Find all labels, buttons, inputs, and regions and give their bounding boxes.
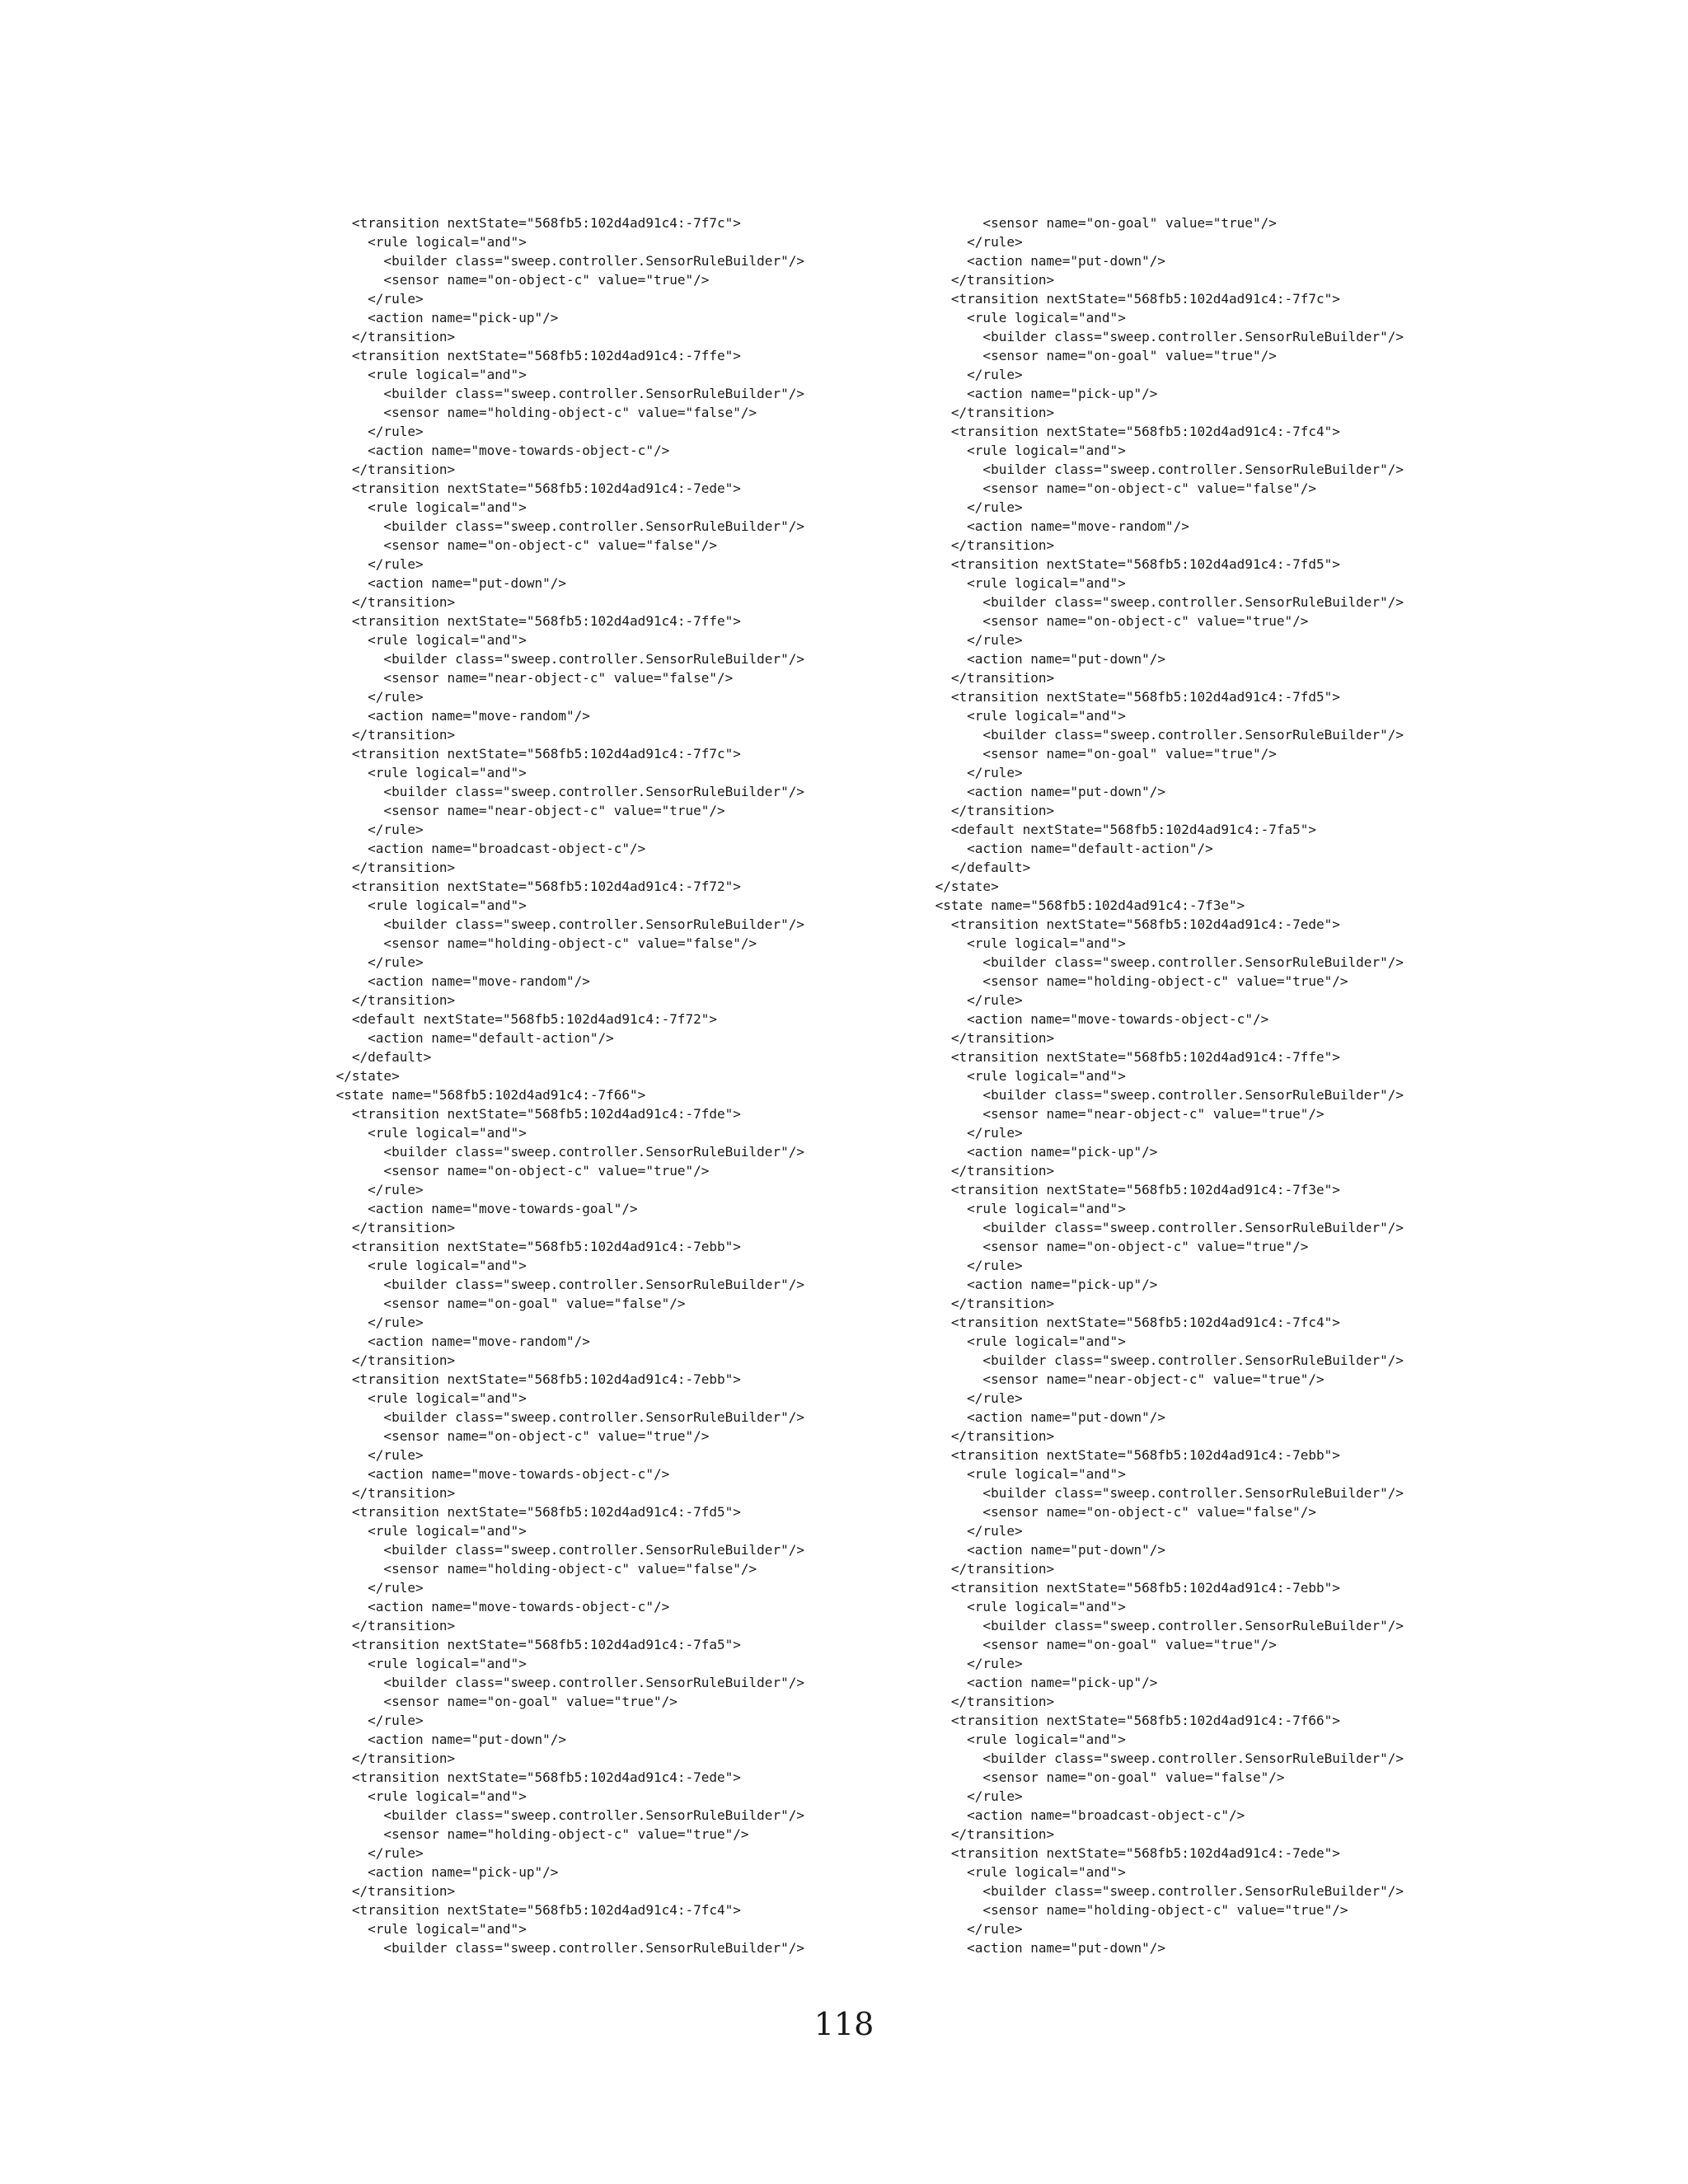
- code-line: <transition nextState="568fb5:102d4ad91c4:-7ffe">: [927, 1049, 1340, 1065]
- code-line: </state>: [927, 879, 999, 894]
- code-line: <action name="pick-up"/>: [927, 386, 1158, 401]
- code-line: <transition nextState="568fb5:102d4ad91c4:-7ffe">: [328, 613, 741, 629]
- code-line: <rule logical="and">: [328, 632, 527, 648]
- code-line: <action name="default-action"/>: [927, 841, 1213, 856]
- code-line: <action name="put-down"/>: [927, 651, 1165, 667]
- code-line: </rule>: [927, 234, 1023, 250]
- code-line: <action name="move-random"/>: [328, 973, 590, 989]
- code-line: <rule logical="and">: [328, 898, 527, 913]
- code-line: <rule logical="and">: [328, 1390, 527, 1406]
- code-line: <builder class="sweep.controller.SensorRuleBuilder"/>: [927, 1618, 1404, 1633]
- code-listing-right-column: [927, 213, 1404, 1957]
- code-line: </transition>: [927, 1296, 1055, 1311]
- code-line: <builder class="sweep.controller.SensorRuleBuilder"/>: [328, 916, 804, 932]
- code-line: <builder class="sweep.controller.SensorRuleBuilder"/>: [927, 594, 1404, 610]
- code-line: <transition nextState="568fb5:102d4ad91c4:-7fd5">: [927, 556, 1340, 572]
- code-line: <sensor name="on-goal" value="false"/>: [927, 1769, 1285, 1785]
- code-line: <transition nextState="568fb5:102d4ad91c4:-7f7c">: [927, 291, 1340, 307]
- code-line: <builder class="sweep.controller.SensorRuleBuilder"/>: [328, 1542, 804, 1558]
- code-line: <transition nextState="568fb5:102d4ad91c4:-7ede">: [927, 916, 1340, 932]
- code-line: </rule>: [328, 1845, 424, 1861]
- code-line: </rule>: [328, 1580, 424, 1596]
- code-line: <action name="put-down"/>: [927, 1940, 1165, 1956]
- code-line: </rule>: [328, 689, 424, 705]
- code-line: <default nextState="568fb5:102d4ad91c4:-7fa5">: [927, 822, 1317, 837]
- code-line: <builder class="sweep.controller.SensorRuleBuilder"/>: [927, 462, 1404, 477]
- code-line: <sensor name="near-object-c" value="true"/>: [927, 1371, 1325, 1387]
- code-line: </transition>: [328, 1883, 456, 1899]
- code-line: <rule logical="and">: [927, 1068, 1126, 1084]
- code-line: <sensor name="on-goal" value="true"/>: [927, 1637, 1277, 1652]
- code-line: <sensor name="on-object-c" value="true"/>: [328, 272, 710, 288]
- code-line: <builder class="sweep.controller.SensorRuleBuilder"/>: [927, 954, 1404, 970]
- code-line: </rule>: [328, 954, 424, 970]
- code-line: <state name="568fb5:102d4ad91c4:-7f3e">: [927, 898, 1245, 913]
- code-line: </rule>: [328, 1713, 424, 1728]
- code-line: <sensor name="on-goal" value="false"/>: [328, 1296, 686, 1311]
- code-line: <sensor name="holding-object-c" value="true"/>: [927, 973, 1348, 989]
- code-line: </transition>: [328, 594, 456, 610]
- code-line: <state name="568fb5:102d4ad91c4:-7f66">: [328, 1087, 646, 1103]
- code-line: <transition nextState="568fb5:102d4ad91c4:-7fc4">: [927, 424, 1340, 439]
- code-line: <action name="pick-up"/>: [927, 1675, 1158, 1690]
- code-line: <sensor name="on-goal" value="true"/>: [328, 1694, 678, 1709]
- code-line: <transition nextState="568fb5:102d4ad91c4:-7fc4">: [927, 1315, 1340, 1330]
- code-line: <builder class="sweep.controller.SensorRuleBuilder"/>: [328, 1807, 804, 1823]
- code-line: <builder class="sweep.controller.SensorRuleBuilder"/>: [328, 651, 804, 667]
- code-line: <builder class="sweep.controller.SensorRuleBuilder"/>: [927, 329, 1404, 344]
- code-line: <rule logical="and">: [328, 1656, 527, 1671]
- code-line: <rule logical="and">: [328, 367, 527, 382]
- code-line: <transition nextState="568fb5:102d4ad91c4:-7f7c">: [328, 215, 741, 231]
- code-line: <transition nextState="568fb5:102d4ad91c4:-7ebb">: [927, 1447, 1340, 1463]
- code-line: <rule logical="and">: [927, 575, 1126, 591]
- code-line: </rule>: [927, 367, 1023, 382]
- code-line: <builder class="sweep.controller.SensorRuleBuilder"/>: [927, 1220, 1404, 1235]
- code-line: </transition>: [927, 1428, 1055, 1444]
- code-line: <rule logical="and">: [328, 1125, 527, 1141]
- code-line: </transition>: [927, 803, 1055, 818]
- code-line: <transition nextState="568fb5:102d4ad91c4:-7ebb">: [328, 1371, 741, 1387]
- code-line: </transition>: [328, 1220, 456, 1235]
- code-line: <transition nextState="568fb5:102d4ad91c4:-7f72">: [328, 879, 741, 894]
- code-line: </transition>: [927, 1826, 1055, 1842]
- code-line: </rule>: [927, 1523, 1023, 1539]
- code-line: <builder class="sweep.controller.SensorRuleBuilder"/>: [328, 253, 804, 269]
- code-line: <action name="put-down"/>: [927, 784, 1165, 799]
- code-line: <builder class="sweep.controller.SensorRuleBuilder"/>: [927, 1750, 1404, 1766]
- code-line: </transition>: [927, 1561, 1055, 1577]
- code-line: </rule>: [927, 1258, 1023, 1273]
- code-line: <transition nextState="568fb5:102d4ad91c4:-7f66">: [927, 1713, 1340, 1728]
- code-line: <action name="pick-up"/>: [927, 1277, 1158, 1292]
- code-line: <rule logical="and">: [328, 1258, 527, 1273]
- code-line: <action name="pick-up"/>: [328, 1864, 559, 1880]
- code-listing-left-column: [328, 213, 804, 1957]
- code-line: </transition>: [328, 992, 456, 1008]
- code-line: <rule logical="and">: [927, 1466, 1126, 1482]
- code-line: <action name="move-random"/>: [328, 1333, 590, 1349]
- code-line: </rule>: [328, 1315, 424, 1330]
- code-line: <transition nextState="568fb5:102d4ad91c4:-7ede">: [927, 1845, 1340, 1861]
- code-line: </rule>: [927, 1656, 1023, 1671]
- code-line: </rule>: [328, 822, 424, 837]
- code-line: <sensor name="on-goal" value="true"/>: [927, 746, 1277, 762]
- code-line: </transition>: [328, 462, 456, 477]
- code-line: <action name="move-towards-object-c"/>: [328, 443, 670, 458]
- code-line: </rule>: [927, 765, 1023, 780]
- code-line: <transition nextState="568fb5:102d4ad91c4:-7ede">: [328, 1769, 741, 1785]
- code-line: <sensor name="on-object-c" value="false"/>: [328, 537, 718, 553]
- code-line: <sensor name="holding-object-c" value="false"/>: [328, 405, 757, 420]
- code-line: <sensor name="on-object-c" value="false"/>: [927, 1504, 1317, 1520]
- code-line: </transition>: [328, 860, 456, 875]
- code-line: <transition nextState="568fb5:102d4ad91c4:-7fd5">: [328, 1504, 741, 1520]
- code-line: <sensor name="on-object-c" value="true"/>: [927, 613, 1309, 629]
- code-line: <rule logical="and">: [328, 1921, 527, 1937]
- code-line: <action name="broadcast-object-c"/>: [927, 1807, 1245, 1823]
- code-line: <rule logical="and">: [328, 499, 527, 515]
- code-line: <action name="put-down"/>: [927, 1409, 1165, 1425]
- code-line: <transition nextState="568fb5:102d4ad91c4:-7ede">: [328, 480, 741, 496]
- code-line: </rule>: [927, 992, 1023, 1008]
- code-line: </rule>: [927, 1390, 1023, 1406]
- code-line: <builder class="sweep.controller.SensorRuleBuilder"/>: [927, 1485, 1404, 1501]
- code-line: <transition nextState="568fb5:102d4ad91c4:-7fd5">: [927, 689, 1340, 705]
- code-line: </transition>: [328, 727, 456, 743]
- code-line: <rule logical="and">: [927, 1732, 1126, 1747]
- code-line: <action name="put-down"/>: [328, 575, 566, 591]
- code-line: <rule logical="and">: [927, 1864, 1126, 1880]
- code-line: </rule>: [328, 1182, 424, 1197]
- code-line: <builder class="sweep.controller.SensorRuleBuilder"/>: [328, 518, 804, 534]
- code-line: <transition nextState="568fb5:102d4ad91c4:-7ebb">: [927, 1580, 1340, 1596]
- code-line: <action name="move-towards-object-c"/>: [328, 1466, 670, 1482]
- code-line: <transition nextState="568fb5:102d4ad91c4:-7fde">: [328, 1106, 741, 1122]
- code-line: <transition nextState="568fb5:102d4ad91c4:-7ebb">: [328, 1239, 741, 1254]
- code-line: </default>: [927, 860, 1031, 875]
- code-line: </rule>: [328, 1447, 424, 1463]
- code-line: <action name="default-action"/>: [328, 1030, 614, 1046]
- code-line: <builder class="sweep.controller.SensorRuleBuilder"/>: [328, 1144, 804, 1160]
- code-line: </rule>: [927, 632, 1023, 648]
- code-line: <sensor name="near-object-c" value="false"/>: [328, 670, 734, 686]
- code-line: <sensor name="holding-object-c" value="false"/>: [328, 935, 757, 951]
- code-line: <builder class="sweep.controller.SensorRuleBuilder"/>: [927, 727, 1404, 743]
- code-line: </transition>: [328, 1750, 456, 1766]
- code-line: <action name="move-towards-goal"/>: [328, 1201, 638, 1216]
- code-line: <action name="move-random"/>: [927, 518, 1189, 534]
- code-line: </transition>: [927, 670, 1055, 686]
- code-line: </transition>: [927, 405, 1055, 420]
- code-line: </transition>: [927, 272, 1055, 288]
- code-line: <sensor name="on-object-c" value="true"/>: [927, 1239, 1309, 1254]
- code-line: <action name="pick-up"/>: [927, 1144, 1158, 1160]
- code-line: </transition>: [927, 537, 1055, 553]
- code-line: <default nextState="568fb5:102d4ad91c4:-7f72">: [328, 1011, 718, 1027]
- code-line: <rule logical="and">: [328, 1523, 527, 1539]
- page-number: 118: [814, 2006, 874, 2042]
- code-line: <sensor name="holding-object-c" value="true"/>: [328, 1826, 749, 1842]
- code-line: <builder class="sweep.controller.SensorRuleBuilder"/>: [328, 386, 804, 401]
- code-line: <action name="move-random"/>: [328, 708, 590, 724]
- code-line: <action name="move-towards-object-c"/>: [927, 1011, 1269, 1027]
- code-line: <sensor name="on-object-c" value="false"/>: [927, 480, 1317, 496]
- code-line: </rule>: [328, 291, 424, 307]
- code-line: </transition>: [927, 1694, 1055, 1709]
- code-line: <builder class="sweep.controller.SensorRuleBuilder"/>: [328, 1675, 804, 1690]
- code-line: </transition>: [328, 329, 456, 344]
- code-line: <sensor name="near-object-c" value="true"/>: [927, 1106, 1325, 1122]
- code-line: <rule logical="and">: [927, 310, 1126, 326]
- code-line: <action name="put-down"/>: [328, 1732, 566, 1747]
- code-line: <rule logical="and">: [927, 935, 1126, 951]
- code-line: <sensor name="on-object-c" value="true"/>: [328, 1163, 710, 1179]
- code-line: <sensor name="near-object-c" value="true"/>: [328, 803, 725, 818]
- code-line: <transition nextState="568fb5:102d4ad91c4:-7fc4">: [328, 1902, 741, 1918]
- code-line: <action name="broadcast-object-c"/>: [328, 841, 646, 856]
- code-line: </rule>: [927, 1921, 1023, 1937]
- code-line: <rule logical="and">: [328, 765, 527, 780]
- code-line: <sensor name="holding-object-c" value="false"/>: [328, 1561, 757, 1577]
- code-line: </state>: [328, 1068, 400, 1084]
- code-line: </rule>: [927, 499, 1023, 515]
- code-line: <rule logical="and">: [328, 234, 527, 250]
- code-line: </transition>: [328, 1352, 456, 1368]
- code-line: </rule>: [328, 424, 424, 439]
- code-line: <sensor name="holding-object-c" value="true"/>: [927, 1902, 1348, 1918]
- code-line: <builder class="sweep.controller.SensorRuleBuilder"/>: [328, 1277, 804, 1292]
- code-line: <rule logical="and">: [927, 1201, 1126, 1216]
- code-line: <builder class="sweep.controller.SensorRuleBuilder"/>: [328, 784, 804, 799]
- code-line: </transition>: [927, 1163, 1055, 1179]
- code-line: <builder class="sweep.controller.SensorRuleBuilder"/>: [328, 1940, 804, 1956]
- code-line: <rule logical="and">: [927, 1333, 1126, 1349]
- code-line: <rule logical="and">: [328, 1788, 527, 1804]
- code-line: </rule>: [927, 1125, 1023, 1141]
- code-line: <builder class="sweep.controller.SensorRuleBuilder"/>: [927, 1087, 1404, 1103]
- code-line: <builder class="sweep.controller.SensorRuleBuilder"/>: [927, 1352, 1404, 1368]
- code-line: <transition nextState="568fb5:102d4ad91c4:-7fa5">: [328, 1637, 741, 1652]
- code-line: </default>: [328, 1049, 432, 1065]
- code-line: </transition>: [927, 1030, 1055, 1046]
- code-line: <rule logical="and">: [927, 708, 1126, 724]
- code-line: </transition>: [328, 1618, 456, 1633]
- code-line: <action name="put-down"/>: [927, 1542, 1165, 1558]
- code-line: <action name="put-down"/>: [927, 253, 1165, 269]
- code-line: <transition nextState="568fb5:102d4ad91c4:-7f7c">: [328, 746, 741, 762]
- code-line: <rule logical="and">: [927, 1599, 1126, 1615]
- code-line: </rule>: [927, 1788, 1023, 1804]
- code-line: <action name="move-towards-object-c"/>: [328, 1599, 670, 1615]
- code-line: </transition>: [328, 1485, 456, 1501]
- code-line: <action name="pick-up"/>: [328, 310, 559, 326]
- code-line: </rule>: [328, 556, 424, 572]
- code-line: <builder class="sweep.controller.SensorRuleBuilder"/>: [328, 1409, 804, 1425]
- code-line: <sensor name="on-goal" value="true"/>: [927, 348, 1277, 363]
- code-line: <transition nextState="568fb5:102d4ad91c4:-7f3e">: [927, 1182, 1340, 1197]
- code-line: <sensor name="on-goal" value="true"/>: [927, 215, 1277, 231]
- code-line: <builder class="sweep.controller.SensorRuleBuilder"/>: [927, 1883, 1404, 1899]
- code-line: <transition nextState="568fb5:102d4ad91c4:-7ffe">: [328, 348, 741, 363]
- code-line: <rule logical="and">: [927, 443, 1126, 458]
- code-line: <sensor name="on-object-c" value="true"/>: [328, 1428, 710, 1444]
